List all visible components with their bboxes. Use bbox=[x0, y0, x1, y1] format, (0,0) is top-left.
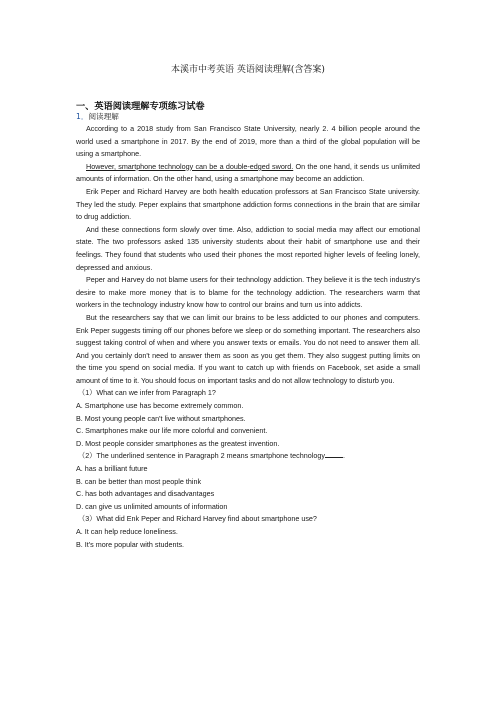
question-2-stem-line bbox=[76, 450, 420, 463]
passage-paragraph-5: Peper and Harvey do not blame users for their technology addiction. They believe it is the tech industry's desire to make more money that is to blame for the technology addiction. The researchers warm that workers in the technology industry know how to control our brains and turn us into addicts. bbox=[76, 275, 420, 310]
question-1-option-d: D. Most people consider smartphones as the greatest invention. bbox=[76, 438, 280, 448]
passage-paragraph-1: According to a 2018 study from San Francisco State University, nearly 2. 4 billion people around the world used a smartphone in 2017. By the end of 2019, more than a third of the global population will be using a smartphone. bbox=[76, 124, 420, 159]
question-2-option-c: C. has both advantages and disadvantages bbox=[76, 489, 215, 499]
item-header bbox=[76, 111, 119, 122]
question-3-option-a: A. It can help reduce loneliness. bbox=[76, 527, 178, 536]
question-2-stem-end: . bbox=[342, 451, 345, 461]
item-label: 阅读理解 bbox=[88, 112, 119, 121]
passage-paragraph-3: Erik Peper and Richard Harvey are both health education professors at San Francisco State university. They led the study. Peper explains that smartphone addiction forms connections in the brain that are similar to drug addiction. bbox=[76, 186, 420, 222]
question-2-option-d: D. can give us unlimited amounts of information bbox=[76, 501, 228, 511]
question-3-option-b: B. It's more popular with students. bbox=[76, 539, 185, 549]
passage-paragraph-6: But the researchers say that we can limit our brains to be less addicted to our phones and computers. Enk Peper suggests timing off our phones before we sleep or do something important. The researchers also suggest taking control of when and where you answer texts or emails. You do not need to answer them all. And you certainly don't need to answer them as soon as you get them. They also suggest putting limits on the time you spend on social media. If you want to catch up with friends on Facebook, set aside a small amount of time to it. You should focus on important tasks and do not allow technology to disturb you. bbox=[76, 312, 420, 385]
question-2-stem: （2）The underlined sentence in Paragraph 2 means smartphone technology bbox=[78, 451, 325, 461]
reading-body bbox=[76, 123, 420, 551]
paragraph-2-rest: On the one hand, it sends us unlimited amounts of information. On the other hand, using a smartphone may become an addiction. bbox=[76, 161, 420, 184]
question-3-stem: （3）What did Enk Peper and Richard Harvey find about smartphone use? bbox=[78, 514, 317, 524]
document-title: 本溪市中考英语 英语阅读理解(含答案) bbox=[171, 65, 325, 75]
question-1-option-b: B. Most young people can't live without smartphones. bbox=[76, 413, 246, 423]
section-heading: 一、英语阅读理解专项练习试卷 bbox=[76, 101, 205, 112]
item-number: 1． bbox=[76, 112, 89, 121]
question-1-option-c: C. Smartphones make our life more colorful and convenient. bbox=[76, 426, 268, 436]
passage-paragraph-4: And these connections form slowly over time. Also, addiction to social media may affect our emotional state. The two professors asked 135 university students about their habit of smartphone use and their feelings. They found that students who used their phones the most reported higher levels of feeling lonely, depressed and anxious. bbox=[76, 224, 420, 272]
answer-blank bbox=[325, 450, 345, 461]
question-1-stem: （1）What can we infer from Paragraph 1? bbox=[78, 388, 216, 398]
question-2-option-b: B. can be better than most people think bbox=[76, 476, 202, 486]
question-1-option-a: A. Smartphone use has become extremely common. bbox=[76, 401, 244, 411]
question-2-option-a: A. has a brilliant future bbox=[76, 464, 148, 474]
passage-paragraph-2 bbox=[76, 161, 420, 186]
underlined-sentence: However, smartphone technology can be a double-edged sword. bbox=[86, 161, 294, 171]
